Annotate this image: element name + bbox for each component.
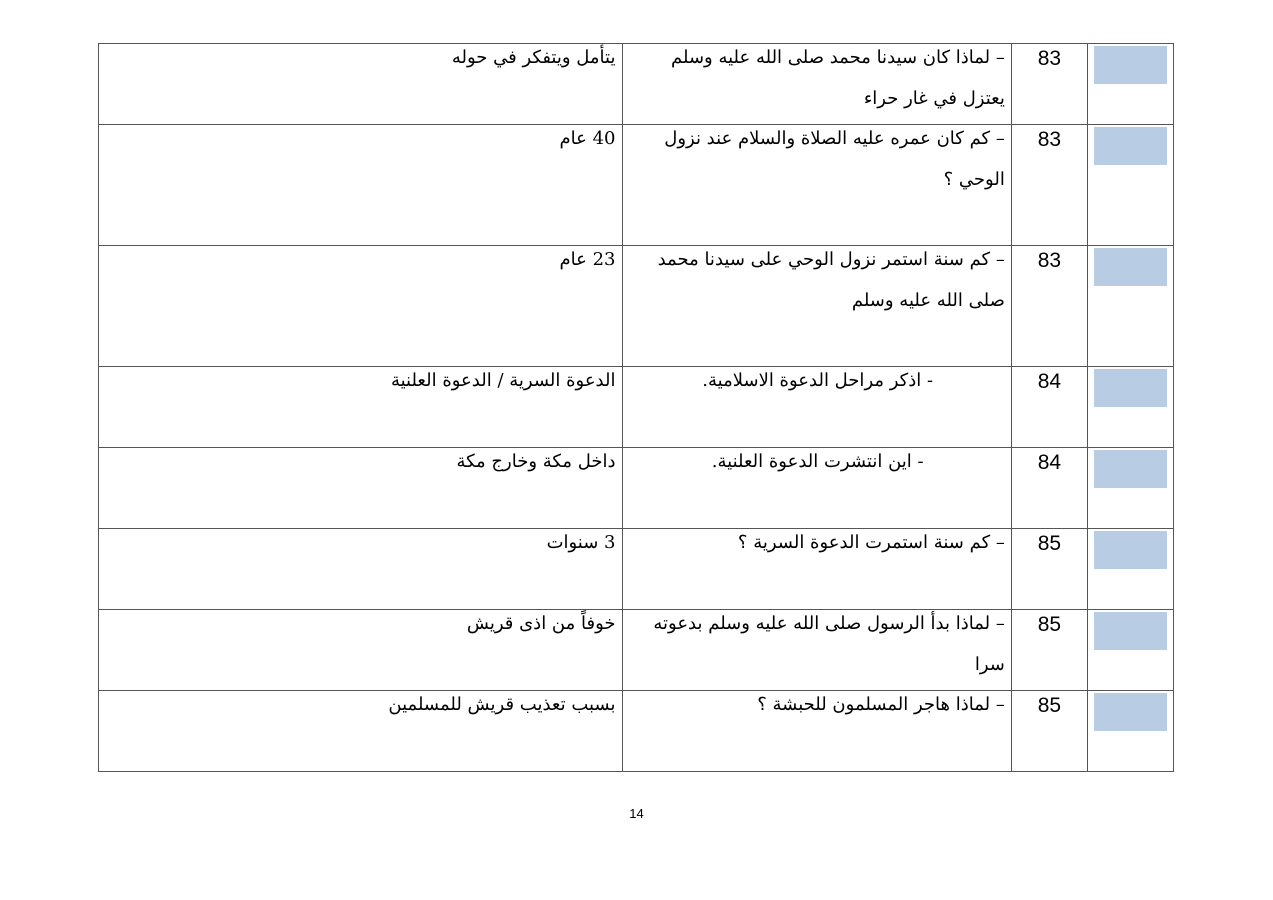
answer-cell <box>99 44 623 125</box>
answer-checkbox[interactable] <box>1094 127 1167 165</box>
table-row <box>99 529 1174 610</box>
answer-checkbox[interactable] <box>1094 46 1167 84</box>
question-cell <box>622 367 1011 448</box>
question-cell <box>622 691 1011 772</box>
answer-checkbox[interactable] <box>1094 369 1167 407</box>
table-row <box>99 610 1174 691</box>
question-text: – كم كان عمره عليه الصلاة والسلام عند نزول الوحي ؟ <box>664 128 1005 190</box>
page-number: 84 <box>1037 370 1062 393</box>
mark-cell <box>1087 246 1173 367</box>
answer-text: يتأمل ويتفكر في حوله <box>451 47 616 68</box>
answer-checkbox[interactable] <box>1094 531 1167 569</box>
page-cell <box>1011 448 1087 529</box>
mark-cell <box>1087 44 1173 125</box>
answer-text: خوفاً من اذى قريش <box>466 613 616 634</box>
page-cell <box>1011 246 1087 367</box>
page-number: 83 <box>1037 47 1062 70</box>
question-text: – لماذا بدأ الرسول صلى الله عليه وسلم بدعوته سرا <box>653 613 1005 675</box>
page-cell <box>1011 691 1087 772</box>
mark-cell <box>1087 610 1173 691</box>
answer-cell <box>99 125 623 246</box>
answer-text: داخل مكة وخارج مكة <box>456 451 616 472</box>
question-text: – كم سنة استمرت الدعوة السرية ؟ <box>737 532 1005 553</box>
answer-cell <box>99 610 623 691</box>
answer-text: 3 سنوات <box>546 532 616 553</box>
answer-text: 40 عام <box>559 128 616 149</box>
answer-checkbox[interactable] <box>1094 450 1167 488</box>
page-number: 83 <box>1037 249 1062 272</box>
answer-cell <box>99 448 623 529</box>
mark-cell <box>1087 691 1173 772</box>
answer-cell <box>99 367 623 448</box>
table-row <box>99 44 1174 125</box>
answer-checkbox[interactable] <box>1094 248 1167 286</box>
answer-text: بسبب تعذيب قريش للمسلمين <box>388 694 616 715</box>
page-cell <box>1011 44 1087 125</box>
question-cell <box>622 125 1011 246</box>
table-row <box>99 246 1174 367</box>
answer-text: 23 عام <box>559 249 616 270</box>
mark-cell <box>1087 529 1173 610</box>
question-text: - اين انتشرت الدعوة العلنية. <box>711 451 924 472</box>
answer-text: الدعوة السرية / الدعوة العلنية <box>390 370 616 391</box>
mark-cell <box>1087 367 1173 448</box>
answer-cell <box>99 246 623 367</box>
page-number: 85 <box>1037 613 1062 636</box>
table-row <box>99 448 1174 529</box>
page-cell <box>1011 529 1087 610</box>
page-footer-number: 14 <box>629 806 644 821</box>
question-text: - اذكر مراحل الدعوة الاسلامية. <box>702 370 934 391</box>
question-cell <box>622 246 1011 367</box>
answer-checkbox[interactable] <box>1094 612 1167 650</box>
question-cell <box>622 610 1011 691</box>
question-text: – كم سنة استمر نزول الوحي على سيدنا محمد صلى الله عليه وسلم <box>657 249 1005 311</box>
page-number: 85 <box>1037 532 1062 555</box>
page-cell <box>1011 125 1087 246</box>
question-text: – لماذا كان سيدنا محمد صلى الله عليه وسلم يعتزل في غار حراء <box>671 47 1005 109</box>
page-cell <box>1011 367 1087 448</box>
table-row <box>99 367 1174 448</box>
mark-cell <box>1087 448 1173 529</box>
page-number: 85 <box>1037 694 1062 717</box>
answer-cell <box>99 529 623 610</box>
page-number: 84 <box>1037 451 1062 474</box>
question-text: – لماذا هاجر المسلمون للحبشة ؟ <box>757 694 1005 715</box>
answer-cell <box>99 691 623 772</box>
mark-cell <box>1087 125 1173 246</box>
table-row <box>99 125 1174 246</box>
question-cell <box>622 529 1011 610</box>
answer-checkbox[interactable] <box>1094 693 1167 731</box>
table-row <box>99 691 1174 772</box>
page-cell <box>1011 610 1087 691</box>
page-number: 83 <box>1037 128 1062 151</box>
question-cell <box>622 448 1011 529</box>
questions-table <box>98 43 1174 772</box>
question-cell <box>622 44 1011 125</box>
